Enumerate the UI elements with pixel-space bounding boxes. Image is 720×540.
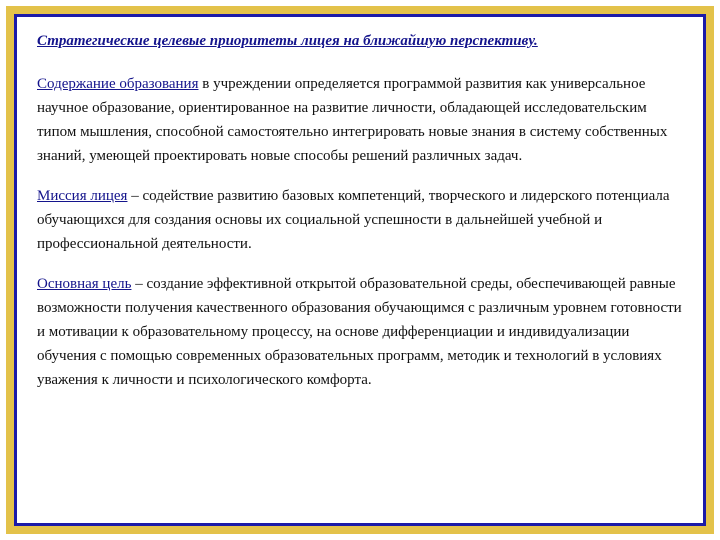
slide-title: Стратегические целевые приоритеты лицея на ближайшую перспективу. (37, 33, 538, 49)
paragraph-text: – содействие развитию базовых компетенций, творческого и лидерского потенциала обучающихся для создания основы их социальной успешности в дальнейшей учебной и профессиональной деятельности. (37, 188, 670, 252)
slide-frame (6, 6, 714, 534)
term-mission: Миссия лицея (37, 188, 128, 204)
paragraph-mission (37, 184, 687, 256)
term-main-goal: Основная цель (37, 276, 132, 292)
paragraph-main-goal (37, 272, 687, 392)
term-education-content: Содержание образования (37, 76, 199, 92)
document-page (37, 33, 687, 408)
paragraph-text: – создание эффективной открытой образовательной среды, обеспечивающей равные возможности получения качественного образования обучающимся с различным уровнем готовности и мотивации к образовательному процессу, на основе дифференциации и индивидуализации обучения с помощью современных образовательных программ, методик и технологий в условиях уважения к личности и психологического комфорта. (37, 276, 682, 388)
paragraph-education-content (37, 72, 687, 168)
paragraph-text: в учреждении определяется программой развития как универсальное научное образование, ориентированное на развитие личности, обладающей исследовательским типом мышления, способной самостоятельно интегрировать новые знания в систему собственных знаний, умеющей проектировать новые способы решений различных задач. (37, 76, 668, 164)
slide-inner-border (14, 14, 706, 526)
